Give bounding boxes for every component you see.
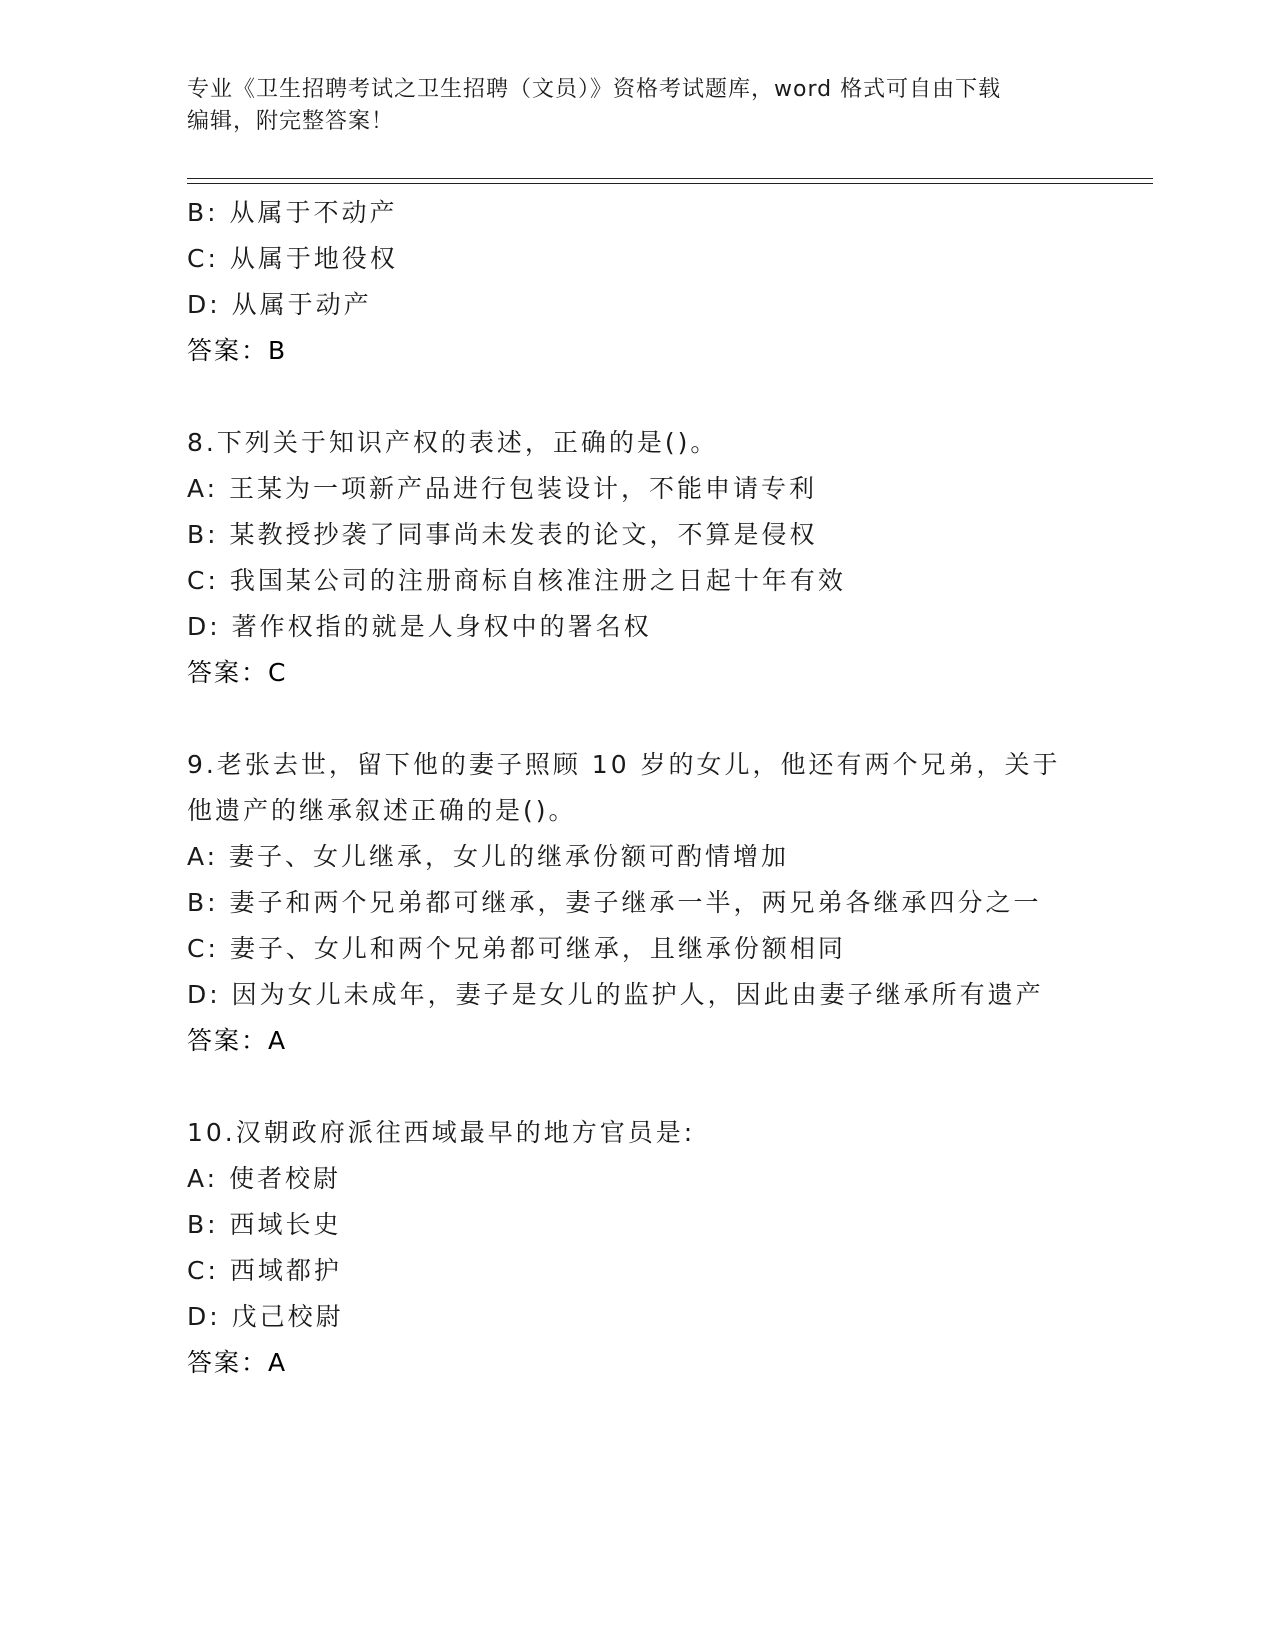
question-7-tail bbox=[187, 190, 1147, 374]
option-d: D: 因为女儿未成年，妻子是女儿的监护人，因此由妻子继承所有遗产 bbox=[187, 980, 1044, 1009]
option-c: C: 妻子、女儿和两个兄弟都可继承，且继承份额相同 bbox=[187, 934, 846, 963]
answer: 答案：A bbox=[187, 1348, 288, 1377]
answer: 答案：A bbox=[187, 1026, 288, 1055]
option-c: C: 西域都护 bbox=[187, 1256, 342, 1285]
header-divider-top bbox=[187, 178, 1153, 179]
option-a: A: 妻子、女儿继承，女儿的继承份额可酌情增加 bbox=[187, 842, 790, 871]
option-a: A: 王某为一项新产品进行包装设计，不能申请专利 bbox=[187, 474, 818, 503]
option-d: D: 著作权指的就是人身权中的署名权 bbox=[187, 612, 652, 641]
option-b: B: 从属于不动产 bbox=[187, 198, 398, 227]
option-d: D: 从属于动产 bbox=[187, 290, 372, 319]
option-a: A: 使者校尉 bbox=[187, 1164, 342, 1193]
option-b: B: 某教授抄袭了同事尚未发表的论文，不算是侵权 bbox=[187, 520, 818, 549]
answer: 答案：C bbox=[187, 658, 288, 687]
question-text-line-2: 他遗产的继承叙述正确的是()。 bbox=[187, 796, 577, 825]
option-c: C: 从属于地役权 bbox=[187, 244, 398, 273]
question-list bbox=[187, 190, 1147, 1386]
header-line-2: 编辑，附完整答案！ bbox=[187, 109, 395, 134]
option-b: B: 西域长史 bbox=[187, 1210, 342, 1239]
question-8 bbox=[187, 420, 1147, 696]
option-d: D: 戊己校尉 bbox=[187, 1302, 344, 1331]
question-10 bbox=[187, 1110, 1147, 1386]
question-text: 8.下列关于知识产权的表述，正确的是()。 bbox=[187, 428, 719, 457]
header-line-1: 专业《卫生招聘考试之卫生招聘（文员）》资格考试题库，word 格式可自由下载 bbox=[187, 77, 1002, 102]
document-header bbox=[187, 74, 1087, 138]
header-divider-bottom bbox=[187, 183, 1153, 184]
option-b: B: 妻子和两个兄弟都可继承，妻子继承一半，两兄弟各继承四分之一 bbox=[187, 888, 1042, 917]
answer: 答案：B bbox=[187, 336, 288, 365]
question-text: 10.汉朝政府派往西域最早的地方官员是: bbox=[187, 1118, 696, 1147]
question-9 bbox=[187, 742, 1147, 1064]
option-c: C: 我国某公司的注册商标自核准注册之日起十年有效 bbox=[187, 566, 846, 595]
question-text-line-1: 9.老张去世，留下他的妻子照顾 10 岁的女儿，他还有两个兄弟，关于 bbox=[187, 750, 1061, 779]
